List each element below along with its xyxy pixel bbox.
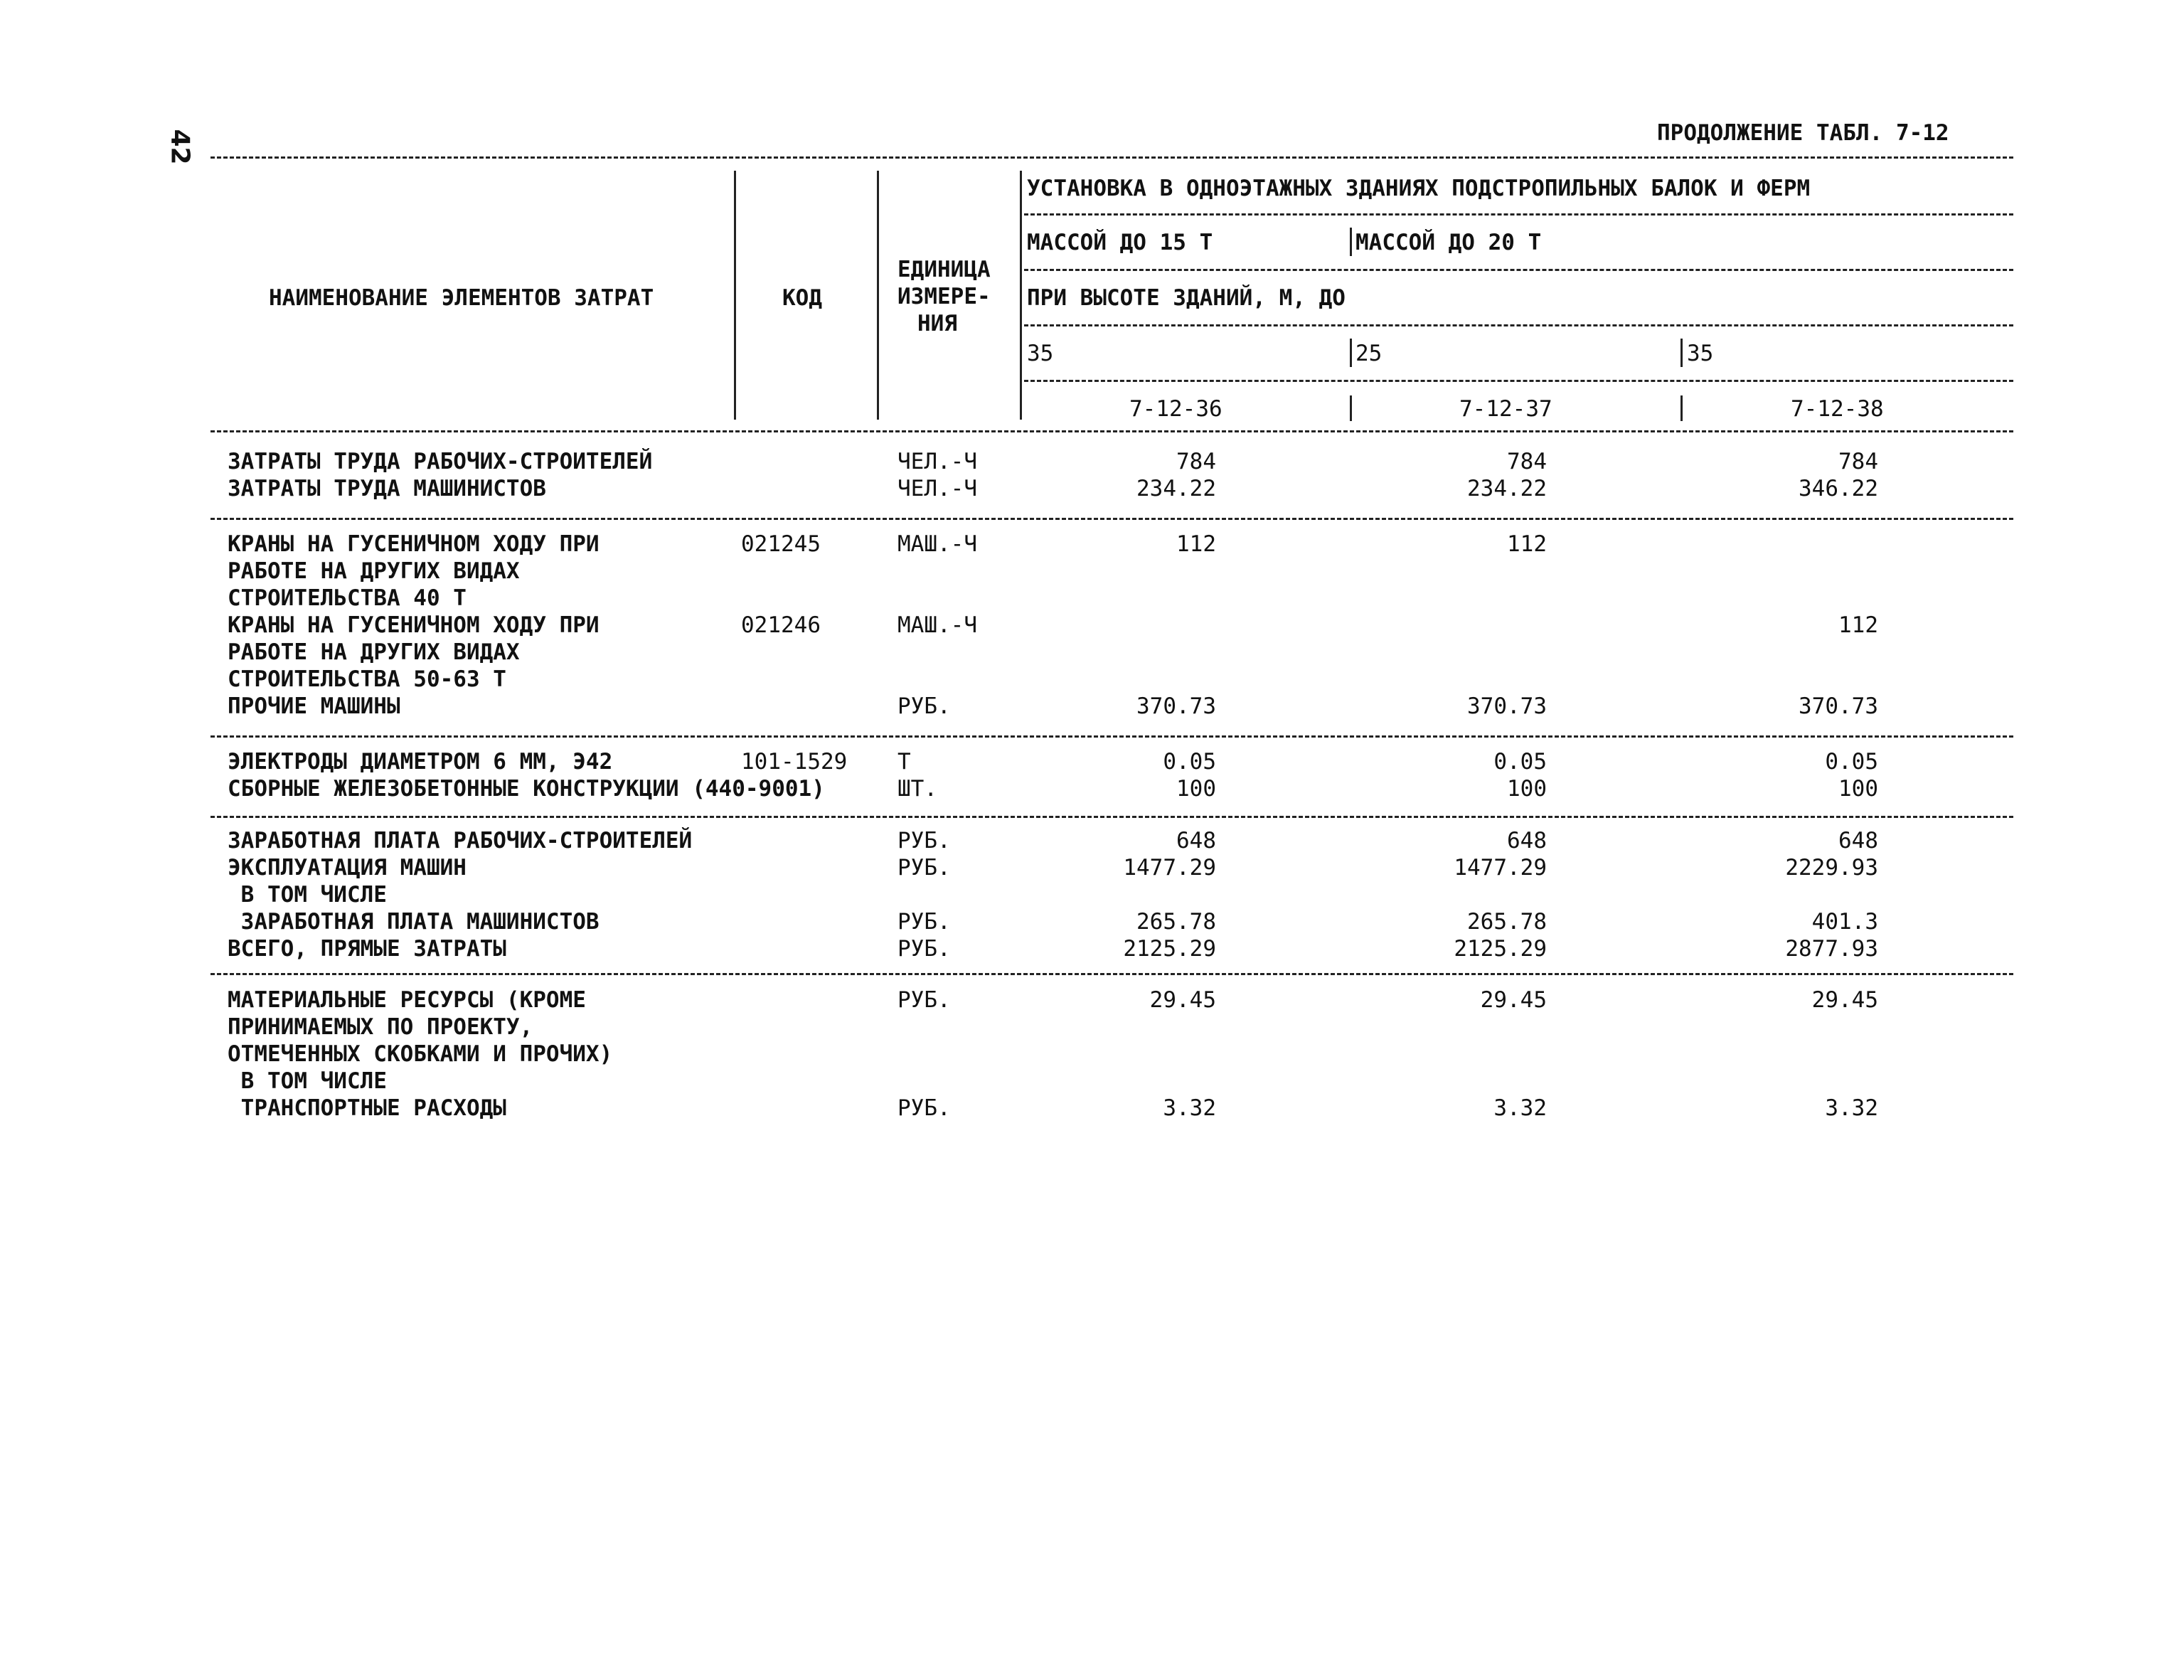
header-bottom-rule (211, 430, 2013, 432)
row-value-2: 234.22 (1467, 476, 1547, 501)
row-value-1: 784 (1176, 449, 1216, 474)
row-unit: ЧЕЛ.-Ч (897, 449, 977, 474)
header-col-2: 7-12-37 (1459, 396, 1552, 422)
row-value-3: 100 (1838, 776, 1878, 802)
row-name: МАТЕРИАЛЬНЫЕ РЕСУРСЫ (КРОМЕ (228, 987, 586, 1013)
col-separator-code (877, 171, 879, 420)
section-rule-4 (211, 973, 2013, 975)
header-inner-rule-2 (1024, 269, 2013, 271)
row-unit: ШТ. (897, 776, 937, 802)
row-name: СБОРНЫЕ ЖЕЛЕЗОБЕТОННЫЕ КОНСТРУКЦИИ (440-9001) (228, 776, 825, 802)
row-unit: МАШ.-Ч (897, 531, 977, 557)
row-unit: РУБ. (897, 855, 951, 881)
row-value-3: 784 (1838, 449, 1878, 474)
row-name: ЗАТРАТЫ ТРУДА МАШИНИСТОВ (228, 476, 546, 501)
height-separator-1 (1350, 339, 1352, 367)
row-name: ОТМЕЧЕННЫХ СКОБКАМИ И ПРОЧИХ) (228, 1041, 613, 1067)
row-unit: Т (897, 749, 911, 775)
header-height-label: ПРИ ВЫСОТЕ ЗДАНИЙ, М, ДО (1027, 285, 1346, 311)
row-name: РАБОТЕ НА ДРУГИХ ВИДАХ (228, 639, 520, 665)
row-code: 101-1529 (741, 749, 848, 775)
row-name: В ТОМ ЧИСЛЕ (228, 1068, 387, 1094)
row-name: ВСЕГО, ПРЯМЫЕ ЗАТРАТЫ (228, 936, 506, 962)
row-name: ТРАНСПОРТНЫЕ РАСХОДЫ (228, 1095, 506, 1121)
row-value-2: 3.32 (1493, 1095, 1547, 1121)
row-code: 021246 (741, 612, 821, 638)
row-value-2: 29.45 (1480, 987, 1547, 1013)
row-name: СТРОИТЕЛЬСТВА 40 Т (228, 585, 467, 611)
row-value-2: 112 (1507, 531, 1547, 557)
row-name: ЭЛЕКТРОДЫ ДИАМЕТРОМ 6 ММ, Э42 (228, 749, 613, 775)
header-height-1: 35 (1027, 341, 1054, 366)
row-value-3: 112 (1838, 612, 1878, 638)
row-value-2: 370.73 (1467, 693, 1547, 719)
section-rule-1 (211, 518, 2013, 520)
section-rule-2 (211, 735, 2013, 738)
row-unit: ЧЕЛ.-Ч (897, 476, 977, 501)
row-name: СТРОИТЕЛЬСТВА 50-63 Т (228, 666, 506, 692)
header-name: НАИМЕНОВАНИЕ ЭЛЕМЕНТОВ ЗАТРАТ (269, 285, 654, 311)
row-name: ПРИНИМАЕМЫХ ПО ПРОЕКТУ, (228, 1014, 533, 1040)
row-value-1: 648 (1176, 828, 1216, 854)
row-value-3: 401.3 (1811, 909, 1878, 935)
header-unit-2: ИЗМЕРЕ- (897, 284, 991, 309)
height-separator-2 (1680, 339, 1683, 367)
row-value-2: 2125.29 (1454, 936, 1547, 962)
row-unit: МАШ.-Ч (897, 612, 977, 638)
page-number: 42 (165, 129, 195, 165)
code-separator-1 (1350, 395, 1352, 421)
row-value-3: 346.22 (1799, 476, 1878, 501)
row-value-1: 1477.29 (1123, 855, 1216, 881)
header-top-rule (211, 156, 2013, 159)
row-name: ЗАРАБОТНАЯ ПЛАТА МАШИНИСТОВ (228, 909, 600, 935)
row-value-2: 1477.29 (1454, 855, 1547, 881)
row-value-3: 2229.93 (1785, 855, 1878, 881)
row-unit: РУБ. (897, 987, 951, 1013)
row-value-2: 784 (1507, 449, 1547, 474)
header-col-1: 7-12-36 (1129, 396, 1222, 422)
header-unit-1: ЕДИНИЦА (897, 257, 991, 282)
row-value-1: 2125.29 (1123, 936, 1216, 962)
row-value-3: 370.73 (1799, 693, 1878, 719)
col-separator-name (734, 171, 736, 420)
header-group-title: УСТАНОВКА В ОДНОЭТАЖНЫХ ЗДАНИЯХ ПОДСТРОПИЛЬНЫХ БАЛОК И ФЕРМ (1027, 176, 1811, 201)
header-inner-rule-4 (1024, 380, 2013, 382)
row-value-3: 2877.93 (1785, 936, 1878, 962)
row-unit: РУБ. (897, 828, 951, 854)
col-separator-unit (1020, 171, 1022, 420)
header-height-3: 35 (1687, 341, 1714, 366)
row-value-2: 100 (1507, 776, 1547, 802)
table-title: ПРОДОЛЖЕНИЕ ТАБЛ. 7-12 (1657, 120, 1949, 146)
header-inner-rule-1 (1024, 213, 2013, 216)
row-value-2: 648 (1507, 828, 1547, 854)
header-height-2: 25 (1355, 341, 1383, 366)
row-unit: РУБ. (897, 693, 951, 719)
row-code: 021245 (741, 531, 821, 557)
header-col-3: 7-12-38 (1791, 396, 1884, 422)
row-value-1: 0.05 (1163, 749, 1216, 775)
row-value-1: 29.45 (1149, 987, 1216, 1013)
row-name: КРАНЫ НА ГУСЕНИЧНОМ ХОДУ ПРИ (228, 612, 600, 638)
row-value-1: 234.22 (1136, 476, 1216, 501)
row-value-1: 265.78 (1136, 909, 1216, 935)
row-name: ЗАРАБОТНАЯ ПЛАТА РАБОЧИХ-СТРОИТЕЛЕЙ (228, 828, 693, 854)
header-mass-20: МАССОЙ ДО 20 Т (1355, 230, 1542, 255)
row-name: ЭКСПЛУАТАЦИЯ МАШИН (228, 855, 467, 881)
row-name: ЗАТРАТЫ ТРУДА РАБОЧИХ-СТРОИТЕЛЕЙ (228, 449, 653, 474)
row-value-1: 112 (1176, 531, 1216, 557)
row-unit: РУБ. (897, 909, 951, 935)
row-name: РАБОТЕ НА ДРУГИХ ВИДАХ (228, 558, 520, 584)
mass-separator (1350, 228, 1352, 256)
row-unit: РУБ. (897, 1095, 951, 1121)
row-name: КРАНЫ НА ГУСЕНИЧНОМ ХОДУ ПРИ (228, 531, 600, 557)
row-value-2: 265.78 (1467, 909, 1547, 935)
row-value-3: 3.32 (1825, 1095, 1878, 1121)
section-rule-3 (211, 816, 2013, 818)
row-name: В ТОМ ЧИСЛЕ (228, 882, 387, 908)
row-unit: РУБ. (897, 936, 951, 962)
row-name: ПРОЧИЕ МАШИНЫ (228, 693, 400, 719)
row-value-3: 648 (1838, 828, 1878, 854)
header-unit-3: НИЯ (917, 311, 957, 336)
row-value-1: 100 (1176, 776, 1216, 802)
header-code: КОД (782, 285, 822, 311)
row-value-2: 0.05 (1493, 749, 1547, 775)
code-separator-2 (1680, 395, 1683, 421)
header-inner-rule-3 (1024, 324, 2013, 326)
row-value-1: 370.73 (1136, 693, 1216, 719)
header-mass-15: МАССОЙ ДО 15 Т (1027, 230, 1213, 255)
row-value-3: 29.45 (1811, 987, 1878, 1013)
row-value-1: 3.32 (1163, 1095, 1216, 1121)
row-value-3: 0.05 (1825, 749, 1878, 775)
